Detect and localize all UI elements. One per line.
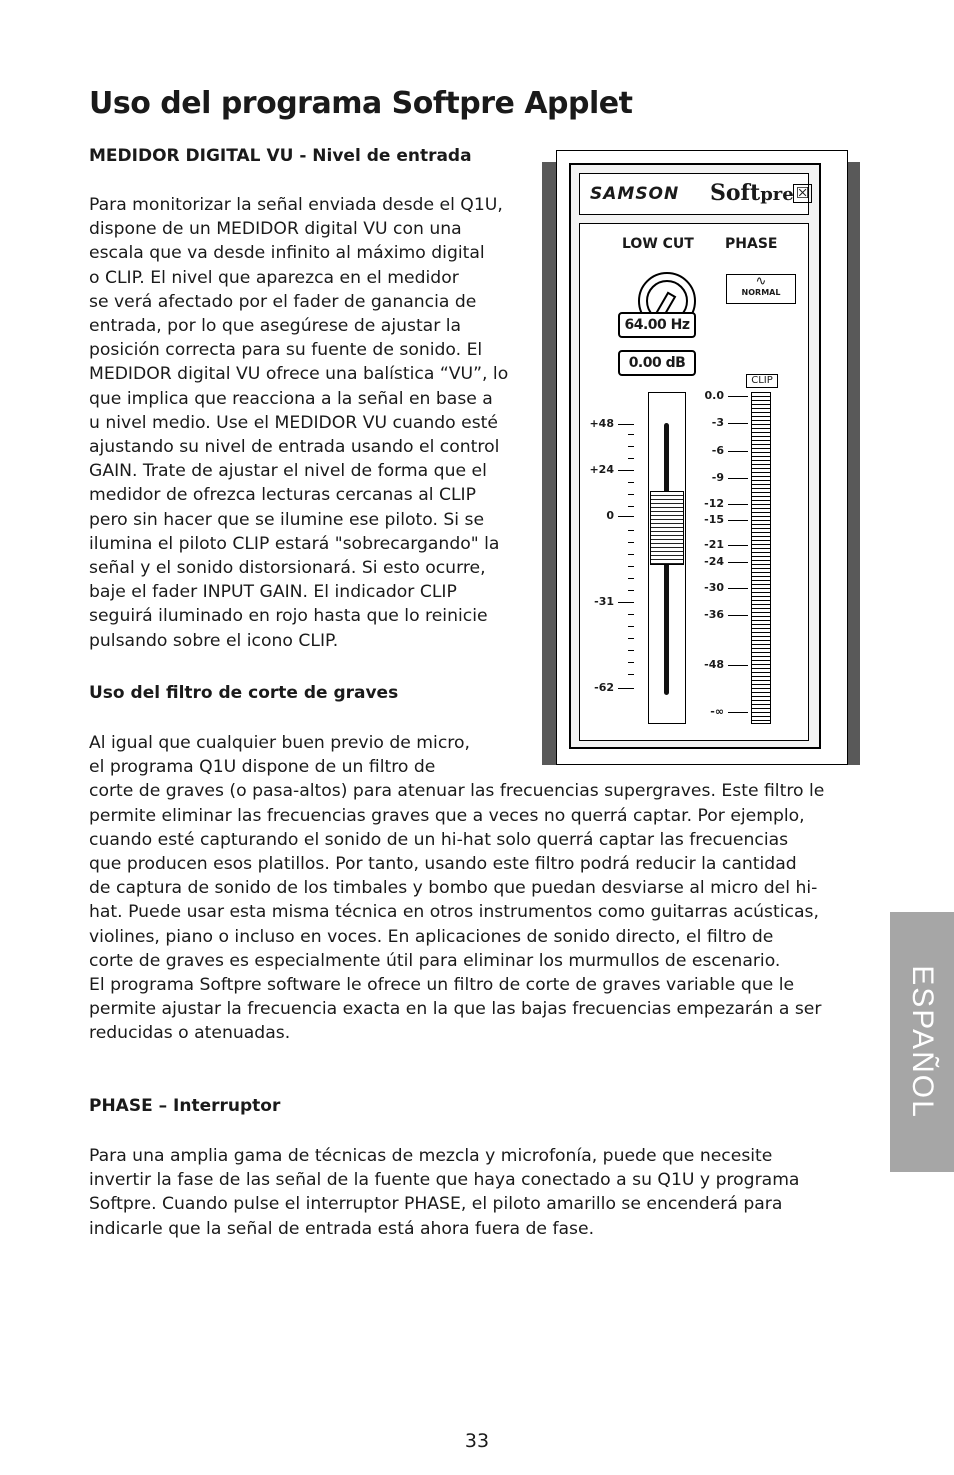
text-line: pulsando sobre el icono CLIP.: [89, 630, 339, 651]
samson-logo: SAMSON: [590, 184, 680, 204]
vu-scale-label: -48: [704, 658, 724, 671]
phase-state: NORMAL: [741, 288, 781, 297]
text-line: cuando esté capturando el sonido de un hi-hat solo querrá captar las frecuencias: [89, 829, 789, 850]
gain-minor-tick: [628, 590, 634, 591]
text-line: ajustando su nivel de entrada usando el control: [89, 437, 500, 458]
text-line: violines, piano o incluso en voces. En aplicaciones de sonido directo, el filtro de: [89, 926, 774, 947]
page-title: Uso del programa Softpre Applet: [89, 86, 633, 121]
lowcut-label: LOW CUT: [622, 236, 694, 252]
section-heading-phase: PHASE – Interruptor: [89, 1096, 281, 1116]
phase-wave-icon: ∿: [755, 274, 767, 289]
text-line: señal y el sonido distorsionará. Si esto ocurre,: [89, 558, 486, 579]
section-heading-lowcut: Uso del filtro de corte de graves: [89, 683, 399, 703]
text-line: se verá afectado por el fader de ganancia de: [89, 291, 477, 312]
vu-scale-label: 0.0: [704, 389, 724, 402]
vu-meter: [751, 392, 771, 724]
vu-scale-label: -30: [704, 581, 724, 594]
vu-tick: [728, 504, 748, 505]
softpre-logo-rest: pre: [760, 184, 794, 205]
page-number: 33: [464, 1430, 490, 1452]
text-line: Para monitorizar la señal enviada desde el Q1U,: [89, 195, 503, 215]
text-line: corte de graves (o pasa-altos) para atenuar las frecuencias supergraves. Este filtro le: [89, 781, 825, 802]
text-line: o CLIP. El nivel que aparezca en el medidor: [89, 267, 459, 288]
vu-tick: [728, 396, 748, 397]
text-line: indicarle que la señal de entrada está ahora fuera de fase.: [89, 1218, 595, 1239]
gain-minor-tick: [628, 434, 634, 435]
gain-minor-tick: [628, 542, 634, 543]
text-line: entrada, por lo que asegúrese de ajustar la: [89, 316, 462, 337]
fader-cap[interactable]: [650, 491, 684, 565]
gain-minor-tick: [628, 578, 634, 579]
applet-title-bar: [579, 173, 809, 215]
gain-major-tick: [618, 424, 634, 425]
close-icon[interactable]: ☒: [793, 184, 812, 203]
gain-major-tick: [618, 470, 634, 471]
text-line: dispone de un MEDIDOR digital VU con una: [89, 219, 462, 240]
vu-tick: [728, 562, 748, 563]
gain-minor-tick: [628, 554, 634, 555]
text-line: ilumina el piloto CLIP estará "sobrecargando" la: [89, 533, 500, 554]
section-body-lowcut: [89, 731, 824, 1046]
gain-scale-label: +24: [589, 463, 614, 476]
text-line: invertir la fase de las señal de la fuente que haya conectado a su Q1U y programa: [89, 1170, 800, 1191]
text-line: MEDIDOR digital VU ofrece una balística “VU”, lo: [89, 364, 509, 385]
vu-scale-label: -∞: [710, 705, 724, 718]
text-line: escala que va desde infinito al máximo digital: [89, 243, 485, 264]
gain-minor-tick: [628, 506, 634, 507]
vu-tick: [728, 478, 748, 479]
vu-tick: [728, 588, 748, 589]
vu-tick: [728, 665, 748, 666]
gain-minor-tick: [628, 662, 634, 663]
applet-controls: [579, 223, 809, 741]
vu-scale-label: -6: [711, 444, 724, 457]
text-line: El programa Softpre software le ofrece un filtro de corte de graves variable que le: [89, 975, 795, 996]
vu-scale-label: -15: [704, 513, 724, 526]
language-tab: [890, 912, 954, 1172]
phase-switch[interactable]: [726, 274, 796, 304]
gain-scale-label: -31: [594, 595, 614, 608]
text-line: que producen esos platillos. Por tanto, usando este filtro podrá reducir la cantidad: [89, 854, 797, 875]
section-body-vu: [89, 193, 508, 653]
vu-tick: [728, 615, 748, 616]
softpre-applet-figure: [530, 150, 860, 770]
text-line: Para una amplia gama de técnicas de mezcla y microfonía, puede que necesite: [89, 1146, 773, 1166]
text-line: medidor de ofrezca lecturas cercanas al CLIP: [89, 485, 476, 506]
vu-tick: [728, 712, 748, 713]
text-line: corte de graves es especialmente útil para eliminar los murmullos de escenario.: [89, 950, 781, 971]
text-line: permite eliminar las frecuencias graves que a veces no querrá captar. Por ejemplo,: [89, 805, 805, 826]
language-tab-label: ESPAÑOL: [906, 965, 939, 1119]
frequency-readout: 64.00 Hz: [618, 312, 696, 338]
gain-minor-tick: [628, 446, 634, 447]
text-line: que implica que reacciona a la señal en base a: [89, 388, 493, 409]
vu-tick: [728, 545, 748, 546]
gain-minor-tick: [628, 650, 634, 651]
gain-minor-tick: [628, 458, 634, 459]
gain-minor-tick: [628, 614, 634, 615]
softpre-logo-main: Soft: [710, 180, 761, 206]
applet-panel: [569, 163, 821, 749]
text-line: GAIN. Trate de ajustar el nivel de forma que el: [89, 461, 487, 482]
text-line: u nivel medio. Use el MEDIDOR VU cuando esté: [89, 412, 499, 433]
gain-readout: 0.00 dB: [618, 350, 696, 376]
gain-scale-label: 0: [606, 509, 614, 522]
gain-scale-label: +48: [589, 417, 614, 430]
applet-window: [556, 150, 848, 765]
vu-scale-label: -9: [711, 471, 724, 484]
softpre-logo: [710, 180, 794, 206]
gain-minor-tick: [628, 626, 634, 627]
gain-minor-tick: [628, 530, 634, 531]
text-line: baje el fader INPUT GAIN. El indicador CLIP: [89, 582, 457, 603]
gain-major-tick: [618, 516, 634, 517]
text-line: de captura de sonido de los timbales y bombo que puedan desviarse al micro del hi-: [89, 878, 818, 899]
text-line: hat. Puede usar esta misma técnica en otros instrumentos como guitarras acústicas,: [89, 902, 819, 923]
vu-scale-label: -24: [704, 555, 724, 568]
text-line: posición correcta para su fuente de sonido. El: [89, 340, 483, 361]
gain-minor-tick: [628, 494, 634, 495]
vu-scale-label: -12: [704, 497, 724, 510]
text-line: seguirá iluminado en rojo hasta que lo reinicie: [89, 606, 488, 627]
clip-indicator[interactable]: CLIP: [746, 374, 778, 388]
text-line: el programa Q1U dispone de un filtro de: [89, 757, 436, 778]
vu-scale-label: -3: [711, 416, 724, 429]
text-line: Al igual que cualquier buen previo de micro,: [89, 733, 470, 753]
text-line: pero sin hacer que se ilumine ese piloto. Si se: [89, 509, 485, 530]
gain-minor-tick: [628, 482, 634, 483]
vu-tick: [728, 423, 748, 424]
text-line: reducidas o atenuadas.: [89, 1023, 291, 1044]
gain-minor-tick: [628, 638, 634, 639]
vu-scale-label: -21: [704, 538, 724, 551]
text-line: permite ajustar la frecuencia exacta en la que las bajas frecuencias empezarán a ser: [89, 999, 822, 1020]
input-gain-fader[interactable]: [648, 392, 686, 724]
gain-minor-tick: [628, 674, 634, 675]
gain-scale-label: -62: [594, 681, 614, 694]
gain-minor-tick: [628, 566, 634, 567]
vu-scale-label: -36: [704, 608, 724, 621]
section-heading-vu: MEDIDOR DIGITAL VU - Nivel de entrada: [89, 146, 472, 166]
vu-tick: [728, 451, 748, 452]
gain-major-tick: [618, 688, 634, 689]
text-line: Softpre. Cuando pulse el interruptor PHASE, el piloto amarillo se encenderá para: [89, 1194, 783, 1215]
gain-major-tick: [618, 602, 634, 603]
section-body-phase: [89, 1144, 799, 1241]
vu-tick: [728, 520, 748, 521]
phase-label: PHASE: [725, 236, 778, 252]
